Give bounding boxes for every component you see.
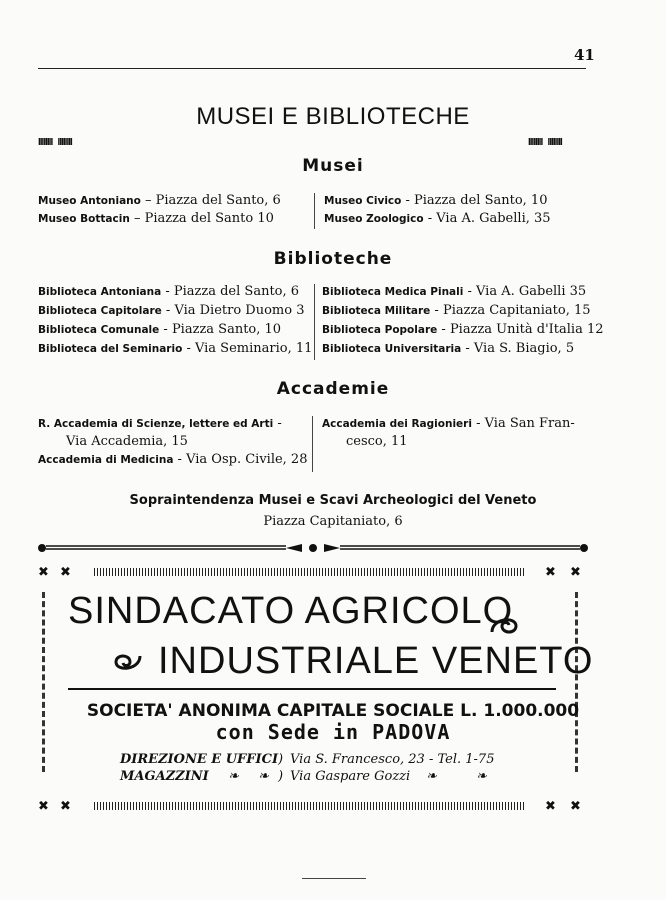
list-item: Via Accademia, 15 <box>66 434 188 449</box>
list-item: Museo Civico - Piazza del Santo, 10 <box>324 193 548 208</box>
list-item: Museo Zoologico - Via A. Gabelli, 35 <box>324 211 551 226</box>
soprintendenza-address: Piazza Capitaniato, 6 <box>263 514 403 529</box>
top-hatch-border <box>94 568 526 576</box>
list-item: Biblioteca Comunale - Piazza Santo, 10 <box>38 322 282 337</box>
ad-brace: ) <box>278 752 284 767</box>
ad-seat: con Sede in PADOVA <box>215 720 451 744</box>
list-item: Biblioteca Militare - Piazza Capitaniato, 15 <box>322 303 591 318</box>
list-item: Accademia di Medicina - Via Osp. Civile, 28 <box>38 452 308 467</box>
ad-title-line1: SINDACATO AGRICOLO <box>68 590 514 632</box>
cross-icon: ✖ <box>60 565 71 580</box>
bottom-hatch-border <box>94 802 526 810</box>
swirl-icon <box>110 648 144 678</box>
biblioteche-heading: Biblioteche <box>273 249 393 269</box>
list-item: cesco, 11 <box>346 434 408 449</box>
left-border <box>42 592 45 772</box>
ad-rule <box>68 688 556 690</box>
fleuron-icon: ❧ <box>426 769 437 784</box>
corner-icon: ✖ <box>38 565 49 580</box>
column-divider <box>312 416 313 472</box>
list-item: Biblioteca del Seminario - Via Seminario, 11 <box>38 341 313 356</box>
advertisement <box>38 566 593 816</box>
fleuron-icon: ❧ <box>228 769 239 784</box>
column-divider <box>314 284 315 360</box>
list-item: R. Accademia di Scienze, lettere ed Arti - <box>38 416 282 431</box>
header-rule <box>38 68 586 69</box>
list-item: Biblioteca Capitolare - Via Dietro Duomo 3 <box>38 303 305 318</box>
ad-direzione-label: DIREZIONE E UFFICI <box>120 752 279 767</box>
list-item: Biblioteca Universitaria - Via S. Biagio, 5 <box>322 341 575 356</box>
ornamental-divider <box>36 538 590 558</box>
list-item: Biblioteca Medica Pinali - Via A. Gabelli 35 <box>322 284 587 299</box>
page-title: MUSEI E BIBLIOTECHE <box>196 103 470 130</box>
list-item: Museo Antoniano – Piazza del Santo, 6 <box>38 193 281 208</box>
title-ornament-right: IIIIIIII IIIIIIII <box>528 137 562 148</box>
list-item: Biblioteca Popolare - Piazza Unità d'Italia 12 <box>322 322 604 337</box>
ad-brace: ) <box>278 769 284 784</box>
column-divider <box>314 193 315 229</box>
corner-icon: ✖ <box>570 799 581 814</box>
cross-icon: ✖ <box>545 799 556 814</box>
ad-direzione-address: Via S. Francesco, 23 - Tel. 1-75 <box>290 752 495 767</box>
cross-icon: ✖ <box>60 799 71 814</box>
ad-title-line2: INDUSTRIALE VENETO <box>158 640 594 682</box>
footer-rule <box>302 878 366 879</box>
list-item: Accademia dei Ragionieri - Via San Fran- <box>322 416 575 431</box>
swirl-icon <box>488 610 522 640</box>
fleuron-icon: ❧ <box>476 769 487 784</box>
cross-icon: ✖ <box>545 565 556 580</box>
ad-company: SOCIETA' ANONIMA CAPITALE SOCIALE L. 1.000.000 <box>86 701 580 721</box>
page-number: 41 <box>574 46 595 64</box>
soprintendenza-name: Sopraintendenza Musei e Scavi Archeologici del Veneto <box>129 493 537 508</box>
musei-heading: Musei <box>302 156 364 176</box>
title-ornament-left: IIIIIIII IIIIIIII <box>38 137 72 148</box>
accademie-heading: Accademie <box>276 379 390 399</box>
ad-magazzini-address: Via Gaspare Gozzi <box>290 769 411 784</box>
ad-magazzini-label: MAGAZZINI <box>120 769 209 784</box>
corner-icon: ✖ <box>38 799 49 814</box>
corner-icon: ✖ <box>570 565 581 580</box>
fleuron-icon: ❧ <box>258 769 269 784</box>
list-item: Museo Bottacin – Piazza del Santo 10 <box>38 211 274 226</box>
list-item: Biblioteca Antoniana - Piazza del Santo, 6 <box>38 284 300 299</box>
